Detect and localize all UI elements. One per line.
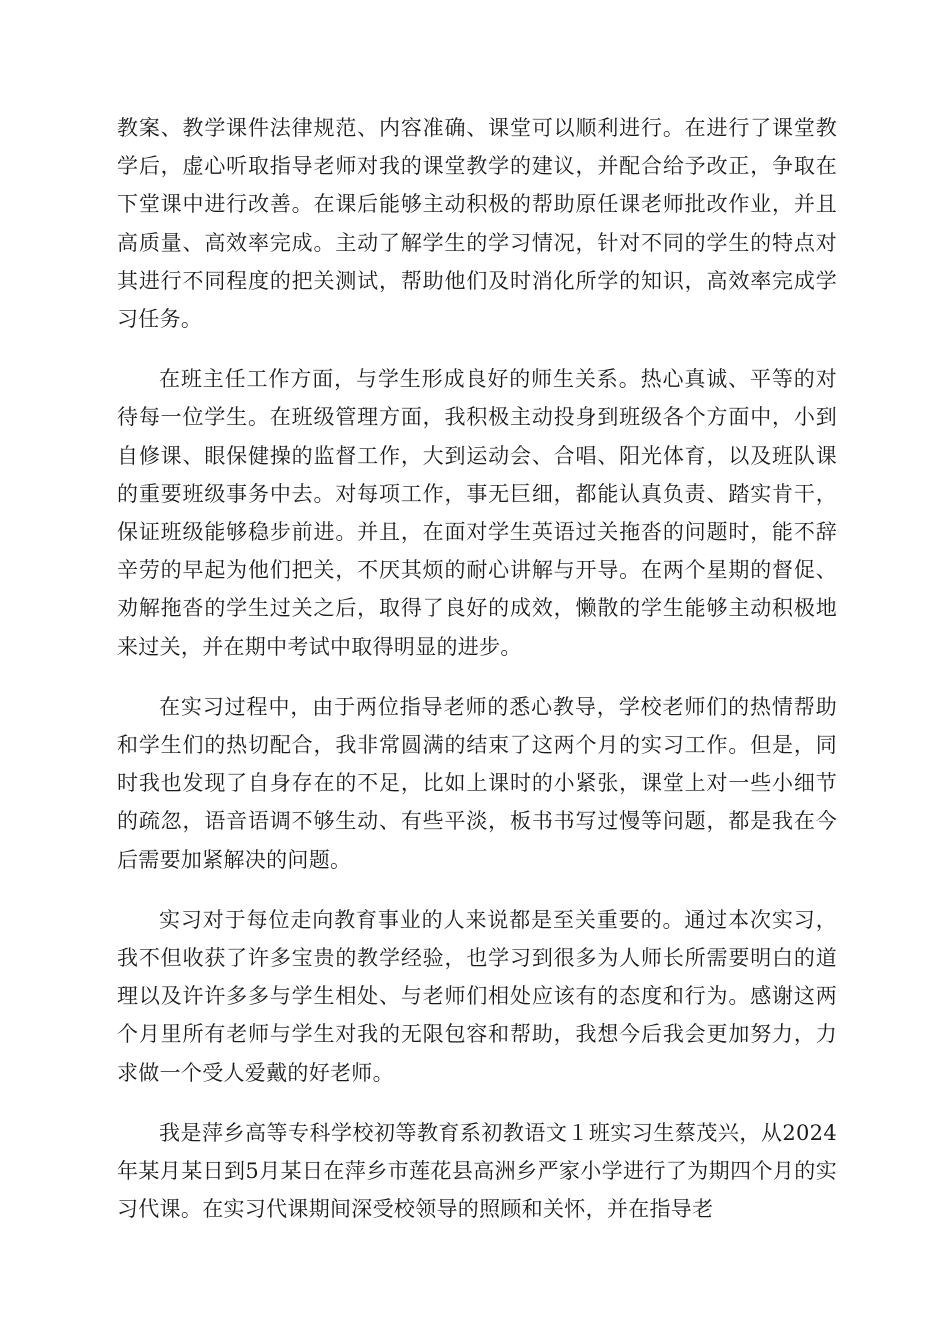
document-body xyxy=(117,109,837,1250)
paragraph-1: 教案、教学课件法律规范、内容准确、课堂可以顺利进行。在进行了课堂教学后，虚心听取指导老师对我的课堂教学的建议，并配合给予改正，争取在下堂课中进行改善。在课后能够主动积极的帮助原任课老师批改作业，并且高质量、高效率完成。主动了解学生的学习情况，针对不同的学生的特点对其进行不同程度的把关测试，帮助他们及时消化所学的知识，高效率完成学习任务。 xyxy=(117,116,837,332)
paragraph-2: 在班主任工作方面，与学生形成良好的师生关系。热心真诚、平等的对待每一位学生。在班级管理方面，我积极主动投身到班级各个方面中，小到自修课、眼保健操的监督工作，大到运动会、合唱、阳光体育，以及班队课的重要班级事务中去。对每项工作，事无巨细，都能认真负责、踏实肯干，保证班级能够稳步前进。并且，在面对学生英语过关拖沓的问题时，能不辞辛劳的早起为他们把关，不厌其烦的耐心讲解与开导。在两个星期的督促、劝解拖沓的学生过关之后，取得了良好的成效，懒散的学生能够主动积极地来过关，并在期中考试中取得明显的进步。 xyxy=(117,367,837,659)
paragraph-5: 我是萍乡高等专科学校初等教育系初教语文１班实习生蔡茂兴，从2024年某月某日到5月某日在萍乡市莲花县高洲乡严家小学进行了为期四个月的实习代课。在实习代课期间深受校领导的照顾和关怀，并在指导老 xyxy=(117,1120,837,1222)
paragraph-4: 实习对于每位走向教育事业的人来说都是至关重要的。通过本次实习，我不但收获了许多宝贵的教学经验，也学习到很多为人师长所需要明白的道理以及许许多多与学生相处、与老师们相处应该有的态度和行为。感谢这两个月里所有老师与学生对我的无限包容和帮助，我想今后我会更加努力，力求做一个受人爱戴的好老师。 xyxy=(117,907,837,1085)
paragraph-3: 在实习过程中，由于两位指导老师的悉心教导，学校老师们的热情帮助和学生们的热切配合，我非常圆满的结束了这两个月的实习工作。但是，同时我也发现了自身存在的不足，比如上课时的小紧张，课堂上对一些小细节的疏忽，语音语调不够生动、有些平淡，板书书写过慢等问题，都是我在今后需要加紧解决的问题。 xyxy=(117,694,837,872)
